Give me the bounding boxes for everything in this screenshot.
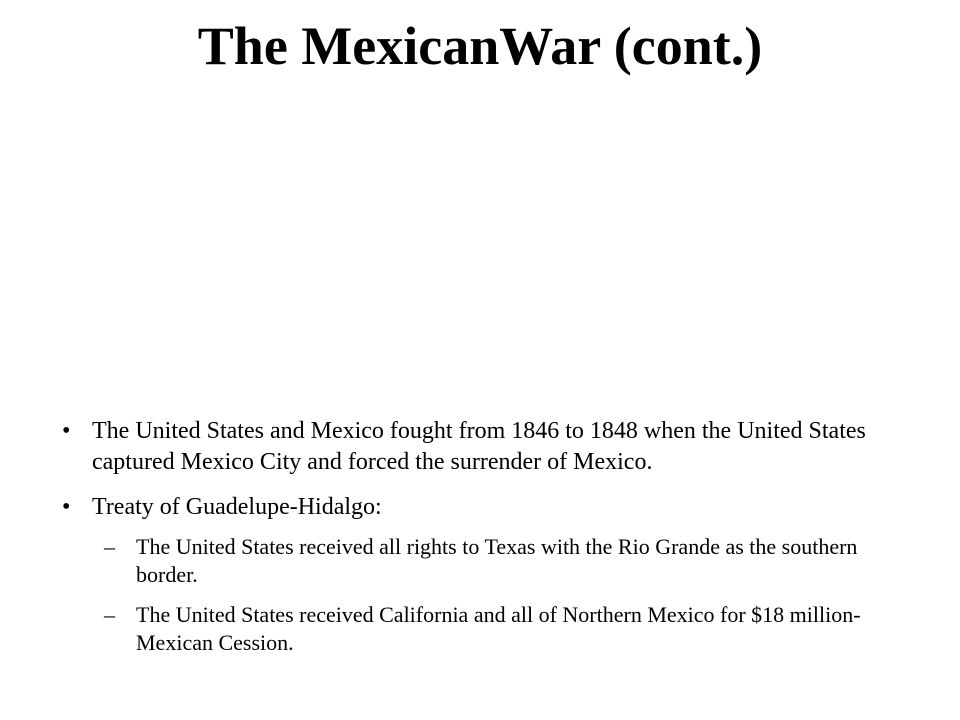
sub-bullet-text: The United States received California and all of Northern Mexico for $18 million-Mexican Cession. bbox=[136, 602, 861, 655]
sub-bullet-text: The United States received all rights to Texas with the Rio Grande as the southern border. bbox=[136, 534, 858, 587]
sub-bullet-marker: – bbox=[104, 534, 115, 559]
bullet-text: Treaty of Guadelupe-Hidalgo: bbox=[92, 494, 382, 520]
bullet-item bbox=[62, 492, 922, 523]
sub-bullet-item bbox=[104, 533, 922, 589]
slide-title: The MexicanWar (cont.) bbox=[197, 16, 763, 76]
sub-bullet-item bbox=[104, 601, 922, 657]
bullet-item bbox=[62, 416, 922, 478]
bullet-marker: • bbox=[62, 418, 71, 444]
bullet-list bbox=[62, 416, 922, 669]
bullet-text: The United States and Mexico fought from 1846 to 1848 when the United States captured Mexico City and forced the surrender of Mexico. bbox=[92, 418, 866, 475]
sub-bullet-list bbox=[104, 533, 922, 657]
sub-bullet-marker: – bbox=[104, 602, 115, 627]
bullet-marker: • bbox=[62, 494, 71, 520]
